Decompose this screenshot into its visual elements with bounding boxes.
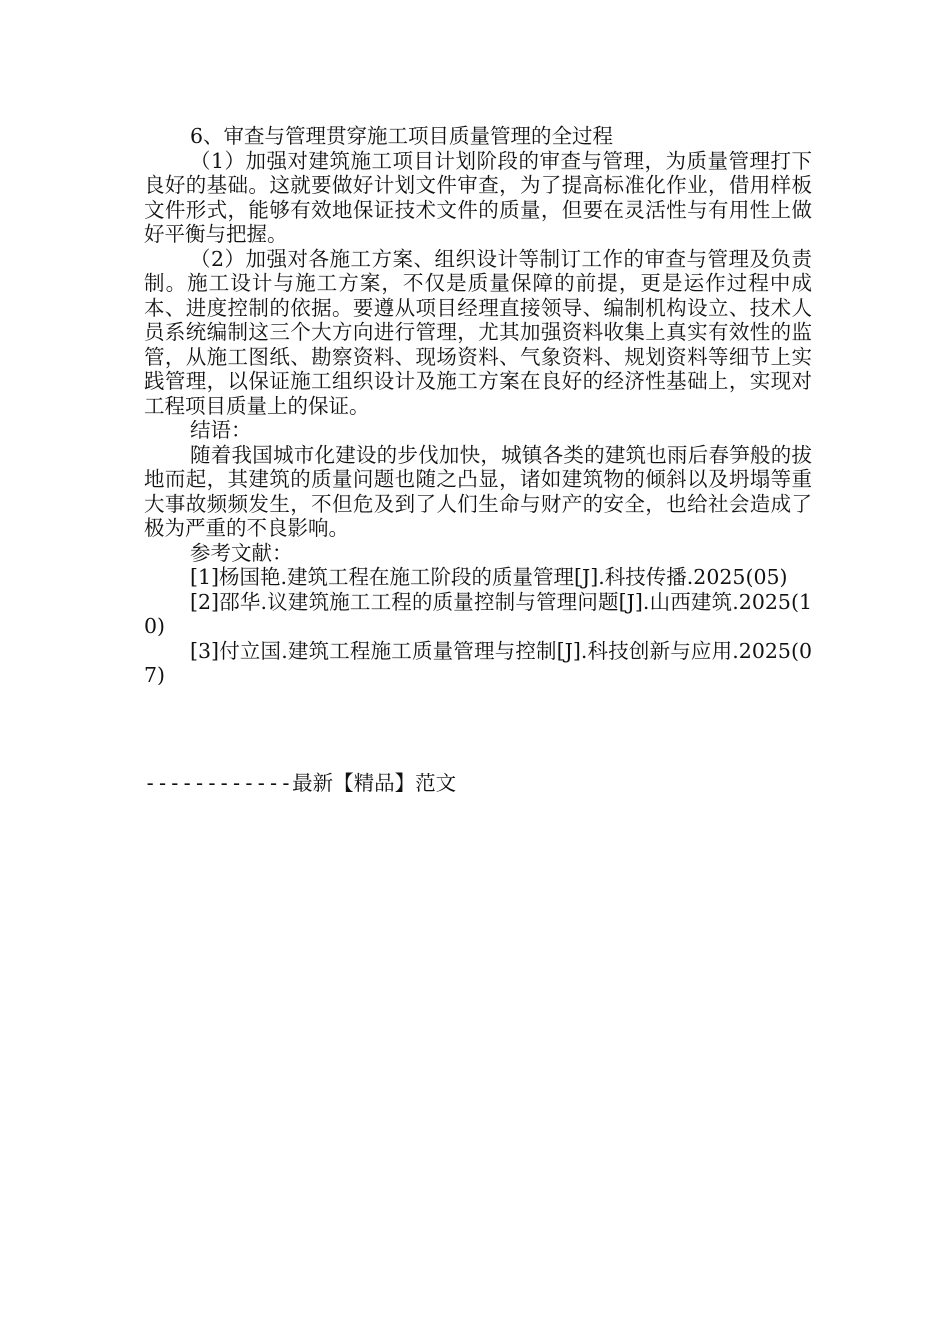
reference-item-1: [1]杨国艳.建筑工程在施工阶段的质量管理[J].科技传播.2025(05)	[190, 565, 788, 589]
section-heading: 6、审查与管理贯穿施工项目质量管理的全过程	[190, 124, 614, 148]
reference-item-3: [3]付立国.建筑工程施工质量管理与控制[J].科技创新与应用.2025(07)	[144, 638, 812, 687]
footer-banner	[144, 770, 456, 796]
document-body	[144, 124, 812, 688]
paragraph-2: （2）加强对各施工方案、组织设计等制订工作的审查与管理及负责制。施工设计与施工方案，不仅是质量保障的前提，更是运作过程中成本、进度控制的依据。要遵从项目经理直接领导、编制机构设立、技术人员系统编制这三个大方向进行管理，尤其加强资料收集上真实有效性的监管，从施工图纸、勘察资料、现场资料、气象资料、规划资料等细节上实践管理，以保证施工组织设计及施工方案在良好的经济性基础上，实现对工程项目质量上的保证。	[144, 246, 812, 418]
footer-text: 最新【精品】范文	[292, 771, 457, 795]
paragraph-1: （1）加强对建筑施工项目计划阶段的审查与管理，为质量管理打下良好的基础。这就要做好计划文件审查，为了提高标准化作业，借用样板文件形式，能够有效地保证技术文件的质量，但要在灵活性与有用性上做好平衡与把握。	[144, 148, 812, 246]
conclusion-text: 随着我国城市化建设的步伐加快，城镇各类的建筑也雨后春笋般的拔地而起，其建筑的质量问题也随之凸显，诸如建筑物的倾斜以及坍塌等重大事故频频发生，不但危及到了人们生命与财产的安全，也给社会造成了极为严重的不良影响。	[144, 442, 812, 540]
reference-item-2: [2]邵华.议建筑施工工程的质量控制与管理问题[J].山西建筑.2025(10)	[144, 589, 812, 638]
footer-dashes: ------------	[144, 771, 293, 795]
conclusion-label: 结语：	[190, 418, 252, 442]
references-label: 参考文献：	[190, 540, 293, 565]
